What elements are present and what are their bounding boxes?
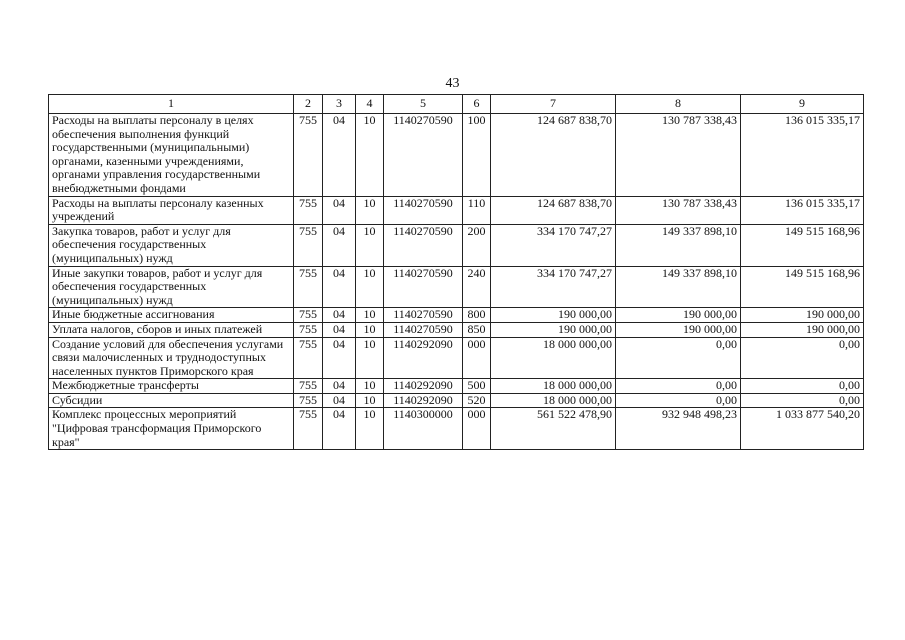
- admin-code-cell: 755: [294, 308, 323, 323]
- row-name-cell: Межбюджетные трансферты: [49, 379, 294, 394]
- row-name-cell: Уплата налогов, сборов и иных платежей: [49, 322, 294, 337]
- target-article-cell: 1140292090: [384, 337, 463, 379]
- row-name-cell: Создание условий для обеспечения услугами связи малочисленных и труднодоступных населенных пунктов Приморского края: [49, 337, 294, 379]
- column-header: 3: [323, 95, 356, 114]
- table-row: [49, 408, 864, 450]
- amount-col7-cell: 561 522 478,90: [491, 408, 616, 450]
- amount-col9-cell: 190 000,00: [741, 308, 864, 323]
- amount-col8-cell: 130 787 338,43: [616, 114, 741, 197]
- amount-col7-cell: 18 000 000,00: [491, 393, 616, 408]
- target-article-cell: 1140300000: [384, 408, 463, 450]
- column-header: 4: [356, 95, 384, 114]
- amount-col9-cell: 0,00: [741, 337, 864, 379]
- table-row: [49, 224, 864, 266]
- amount-col9-cell: 0,00: [741, 379, 864, 394]
- subsection-code-cell: 10: [356, 196, 384, 224]
- column-header: 8: [616, 95, 741, 114]
- amount-col7-cell: 18 000 000,00: [491, 379, 616, 394]
- expense-type-cell: 000: [463, 337, 491, 379]
- column-header: 9: [741, 95, 864, 114]
- section-code-cell: 04: [323, 379, 356, 394]
- table-row: [49, 308, 864, 323]
- row-name-cell: Расходы на выплаты персоналу в целях обеспечения выполнения функций государственными (муниципальными) органами, казенными учреждениями, органами управления государственными внебюджетными фондами: [49, 114, 294, 197]
- amount-col7-cell: 124 687 838,70: [491, 196, 616, 224]
- expense-type-cell: 000: [463, 408, 491, 450]
- section-code-cell: 04: [323, 308, 356, 323]
- subsection-code-cell: 10: [356, 408, 384, 450]
- expense-type-cell: 520: [463, 393, 491, 408]
- section-code-cell: 04: [323, 408, 356, 450]
- expense-type-cell: 800: [463, 308, 491, 323]
- target-article-cell: 1140270590: [384, 224, 463, 266]
- target-article-cell: 1140270590: [384, 322, 463, 337]
- amount-col7-cell: 334 170 747,27: [491, 224, 616, 266]
- target-article-cell: 1140270590: [384, 114, 463, 197]
- expense-type-cell: 500: [463, 379, 491, 394]
- section-code-cell: 04: [323, 196, 356, 224]
- amount-col8-cell: 130 787 338,43: [616, 196, 741, 224]
- amount-col8-cell: 0,00: [616, 337, 741, 379]
- table-row: [49, 337, 864, 379]
- amount-col8-cell: 149 337 898,10: [616, 224, 741, 266]
- target-article-cell: 1140270590: [384, 196, 463, 224]
- amount-col8-cell: 190 000,00: [616, 322, 741, 337]
- row-name-cell: Иные бюджетные ассигнования: [49, 308, 294, 323]
- amount-col9-cell: 136 015 335,17: [741, 196, 864, 224]
- expense-type-cell: 850: [463, 322, 491, 337]
- admin-code-cell: 755: [294, 114, 323, 197]
- section-code-cell: 04: [323, 114, 356, 197]
- subsection-code-cell: 10: [356, 308, 384, 323]
- table-row: [49, 379, 864, 394]
- admin-code-cell: 755: [294, 266, 323, 308]
- subsection-code-cell: 10: [356, 393, 384, 408]
- subsection-code-cell: 10: [356, 224, 384, 266]
- target-article-cell: 1140292090: [384, 393, 463, 408]
- column-header: 6: [463, 95, 491, 114]
- subsection-code-cell: 10: [356, 337, 384, 379]
- subsection-code-cell: 10: [356, 379, 384, 394]
- amount-col9-cell: 1 033 877 540,20: [741, 408, 864, 450]
- column-header: 1: [49, 95, 294, 114]
- budget-table: [48, 94, 864, 450]
- row-name-cell: Расходы на выплаты персоналу казенных учреждений: [49, 196, 294, 224]
- target-article-cell: 1140292090: [384, 379, 463, 394]
- admin-code-cell: 755: [294, 393, 323, 408]
- section-code-cell: 04: [323, 224, 356, 266]
- amount-col7-cell: 190 000,00: [491, 322, 616, 337]
- section-code-cell: 04: [323, 393, 356, 408]
- table-row: [49, 196, 864, 224]
- amount-col8-cell: 932 948 498,23: [616, 408, 741, 450]
- table-row: [49, 393, 864, 408]
- expense-type-cell: 240: [463, 266, 491, 308]
- subsection-code-cell: 10: [356, 266, 384, 308]
- expense-type-cell: 110: [463, 196, 491, 224]
- admin-code-cell: 755: [294, 196, 323, 224]
- amount-col8-cell: 0,00: [616, 393, 741, 408]
- admin-code-cell: 755: [294, 337, 323, 379]
- amount-col9-cell: 149 515 168,96: [741, 266, 864, 308]
- target-article-cell: 1140270590: [384, 266, 463, 308]
- subsection-code-cell: 10: [356, 114, 384, 197]
- amount-col7-cell: 190 000,00: [491, 308, 616, 323]
- amount-col7-cell: 18 000 000,00: [491, 337, 616, 379]
- amount-col9-cell: 0,00: [741, 393, 864, 408]
- amount-col9-cell: 149 515 168,96: [741, 224, 864, 266]
- row-name-cell: Комплекс процессных мероприятий "Цифровая трансформация Приморского края": [49, 408, 294, 450]
- section-code-cell: 04: [323, 337, 356, 379]
- amount-col8-cell: 190 000,00: [616, 308, 741, 323]
- admin-code-cell: 755: [294, 379, 323, 394]
- table-row: [49, 266, 864, 308]
- section-code-cell: 04: [323, 322, 356, 337]
- amount-col9-cell: 136 015 335,17: [741, 114, 864, 197]
- section-code-cell: 04: [323, 266, 356, 308]
- admin-code-cell: 755: [294, 322, 323, 337]
- amount-col7-cell: 334 170 747,27: [491, 266, 616, 308]
- table-row: [49, 114, 864, 197]
- column-header: 5: [384, 95, 463, 114]
- target-article-cell: 1140270590: [384, 308, 463, 323]
- row-name-cell: Субсидии: [49, 393, 294, 408]
- subsection-code-cell: 10: [356, 322, 384, 337]
- header-row: [49, 95, 864, 114]
- expense-type-cell: 100: [463, 114, 491, 197]
- column-header: 2: [294, 95, 323, 114]
- amount-col9-cell: 190 000,00: [741, 322, 864, 337]
- admin-code-cell: 755: [294, 224, 323, 266]
- table-row: [49, 322, 864, 337]
- amount-col7-cell: 124 687 838,70: [491, 114, 616, 197]
- row-name-cell: Закупка товаров, работ и услуг для обеспечения государственных (муниципальных) нужд: [49, 224, 294, 266]
- row-name-cell: Иные закупки товаров, работ и услуг для обеспечения государственных (муниципальных) нужд: [49, 266, 294, 308]
- column-header: 7: [491, 95, 616, 114]
- page-number: 43: [445, 76, 460, 91]
- amount-col8-cell: 149 337 898,10: [616, 266, 741, 308]
- amount-col8-cell: 0,00: [616, 379, 741, 394]
- admin-code-cell: 755: [294, 408, 323, 450]
- expense-type-cell: 200: [463, 224, 491, 266]
